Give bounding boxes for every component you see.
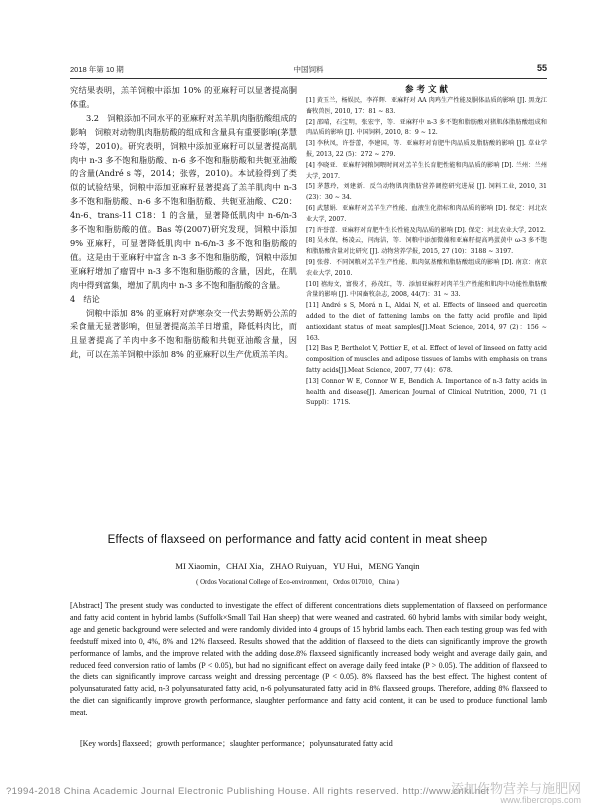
conclusion-paragraph: 饲粮中添加 8% 的亚麻籽对萨寒杂交一代去势断奶公羔的采食量无显著影响，但显著提高羔羊日增重，降低料肉比，而且显著提高了羊肉中多不饱和脂肪酸和共轭亚油酸含量，因此，可以在羔羊饲粮中添加 8% 的亚麻籽以生产优质羔羊肉。 — [70, 307, 297, 360]
reference-item: [1] 黄玉兰，杨娱民，李祥辉．亚麻籽对 AA 肉鸡生产性能及胴体品质的影响 [J]. 黑龙江畜牧兽医, 2010, 17：81 ~ 83. — [306, 97, 547, 115]
references-title: 参 考 文 献 — [405, 85, 448, 95]
reference-item: [6] 武慧娟．亚麻籽对羔羊生产性能、血液生化指标和肉品质的影响 [D]. 保定：河北农业大学, 2007. — [306, 204, 547, 223]
reference-item: [5] 茅慧玲，刘建新．反刍动物肌肉脂肪营养调控研究进展 [J]. 饲料工业, 2010, 31 (23)：30 ~ 34. — [306, 183, 547, 202]
copyright-notice: ?1994-2018 China Academic Journal Electronic Publishing House. All rights reserved. http://www.cnki.net — [6, 786, 490, 797]
reference-item: [9] 张蓉．不同饲粮对羔羊生产性能、肌肉氨基酸和脂肪酸组成的影响 [D]. 南京：南京农业大学, 2010. — [306, 258, 547, 277]
reference-item: [12] Bas P, Berthelot V, Pottier E, et al. Effect of level of linseed on fatty acid composition of muscles and adipose tissues of lambs with emphasis on trans fatty acids[J].Meat Science, 2007, 77 (4)：678. — [306, 345, 547, 374]
keywords — [80, 738, 393, 749]
section-4-heading: 4 结论 — [70, 293, 100, 304]
reference-item: [3] 李秋凤，许誉蕾，李建国，等．亚麻籽对育肥牛肉品质及脂肪酸的影响 [J]. 草业学报, 2013, 22 (5)：272 ~ 279. — [306, 140, 547, 158]
journal-name: 中国饲料 — [293, 65, 324, 74]
keywords-label: [Key words] — [80, 739, 121, 748]
reference-item: [2] 邵晴，石宝明，张宏宇，等．亚麻籽中 n-3 多不饱和脂肪酸对猪肌体脂肪酸组成和肉品质的影响 [J]. 中国饲料, 2010, 8：9 ~ 12. — [306, 118, 547, 137]
reference-item: [10] 禧海文，富俊才，孙茂红，等．添加亚麻籽对肉羊生产性能和肌肉中功能性脂肪酸含量的影响 [J]. 中国畜牧杂志, 2008, 44(7)：31 ~ 33. — [306, 280, 547, 299]
references-column — [306, 84, 547, 409]
running-header — [70, 64, 547, 78]
english-authors: MI Xiaomin，CHAI Xia，ZHAO Ruiyuan，YU Hui，MENG Yanqin — [175, 561, 420, 571]
keywords-text: flaxseed；growth performance；slaughter performance；polyunsaturated fatty acid — [120, 739, 393, 748]
english-affiliation: ( Ordos Vocational College of Eco-environment，Ordos 017010，China ) — [196, 579, 399, 586]
english-abstract — [70, 600, 547, 719]
watermark-url: www.fibercrops.com — [500, 795, 581, 805]
body-paragraph: 究结果表明，羔羊饲粮中添加 10% 的亚麻籽可以显著提高胴体重。 — [70, 85, 297, 109]
reference-item: [7] 许誉蕾．亚麻籽对育肥牛生长性能及肉品质的影响 [D]. 保定：河北农业大学, 2012. — [306, 226, 546, 234]
abstract-text: The present study was conducted to investigate the effect of different concentrations diets supplementation of flaxseed on performance and fatty acid content in hybrid lambs (Suffolk×Small Tail Han sheep) that were weaned and castrated. 60 hybrid lambs with similar body weight, age and genetic background were selected and were randomly divided into 4 groups of 15 hybrid lambs each. Then each testing group was fed with feedstuff mixed into 0, 4%, 8% and 12% flaxseed. Results showed that the addition of flaxseed to the diets can significantly improve the growth performance of lambs, and the improve related with the adding dose.8% flaxseed significantly increased body weight and average daily gain, and reduced feed conversion ratio of lambs (P < 0.05), but had no significant effect on average daily feed intake (P > 0.05). The addition of flaxseed to the diets can significantly improve carcass weight and dressing percentage (P < 0.05). 8% flaxseed has the best effect. The highest content of polyunsaturated fatty acid, n-3 polyunsaturated fatty acid, n-6 polyunsaturated fatty acid in 8% flaxseed groups. Therefore, adding 8% flaxseed to the diet can significantly improve growth performance, slaughter performance and fatty acid content, it can be used to produce functional lamb meat. — [70, 601, 547, 718]
page-number: 55 — [536, 63, 547, 73]
header-rule — [70, 78, 547, 79]
watermark: 添加作物营养与施肥网 — [450, 782, 581, 797]
abstract-label: [Abstract] — [70, 601, 103, 610]
issue-label: 2018 年第 10 期 — [70, 65, 124, 74]
section-3-2: 3.2 饲粮添加不同水平的亚麻籽对羔羊肌肉脂肪酸组成的影响 饲粮对动物肌肉脂肪酸的组成和含量具有重要影响(茅慧玲等，2010)。研究表明，饲粮中添加亚麻籽可以显著提高肌肉中 n-3 多不饱和脂肪酸、n-6 多不饱和脂肪酸和共轭亚油酸的含量(André s 等，2014；张蓉，2010)。本试验得到了类似的试验结果，饲粮中添加亚麻籽显著提高了羔羊肌肉中 n-3 多不饱和脂肪酸、n-6 多不饱和脂肪酸、共轭亚油酸、C20：4n-6、trans-11 C18：1 的含量，显著降低肌肉中 n-6/n-3 多不饱和脂肪酸的值。Bas 等(2007)研究发现，饲粮中添加 9% 亚麻籽，可显著降低肌肉中 n-6/n-3 多不饱和脂肪酸的值。这是由于亚麻籽中富含 n-3 多不饱和脂肪酸，饲粮中添加亚麻籽增加了瘤胃中 n-3 多不饱和脂肪酸的含量，因此，在肌肉中得到富集，增加了肌肉中 n-3 多不饱和脂肪酸的含量。 — [70, 112, 297, 290]
reference-item: [4] 李晓亚．亚麻籽饲粮饲喂时间对羔羊生长育肥性能和肉品质的影响 [D]. 兰州：兰州大学, 2017. — [306, 161, 547, 180]
reference-item: [11] André s S, Morá n L, Aldai N, et al. Effects of linseed and quercetin added to the diet of fattening lambs on the fatty acid profile and lipid antioxidant status of meat samples[J].Meat Science, 2014, 97 (2)：156 ~ 163. — [306, 302, 547, 342]
page-footer — [0, 778, 595, 808]
reference-item: [13] Connor W E, Connor W E, Bendich A. Importance of n-3 fatty acids in health and disease[J]. American Journal of Clinical Nutrition, 2000, 71 (1 Suppl)：171S. — [306, 377, 547, 407]
english-title: Effects of flaxseed on performance and fatty acid content in meat sheep — [107, 534, 488, 546]
left-column — [70, 84, 297, 362]
reference-item: [8] 吴永保，杨凌云，闫海洁，等．饲粮中添加微藻和亚麻籽提高鸡蛋黄中 ω-3 多不饱和脂肪酸含量对比研究 [J]. 动物营养学报, 2015, 27 (10)：3188 ~ 3197. — [306, 237, 547, 256]
